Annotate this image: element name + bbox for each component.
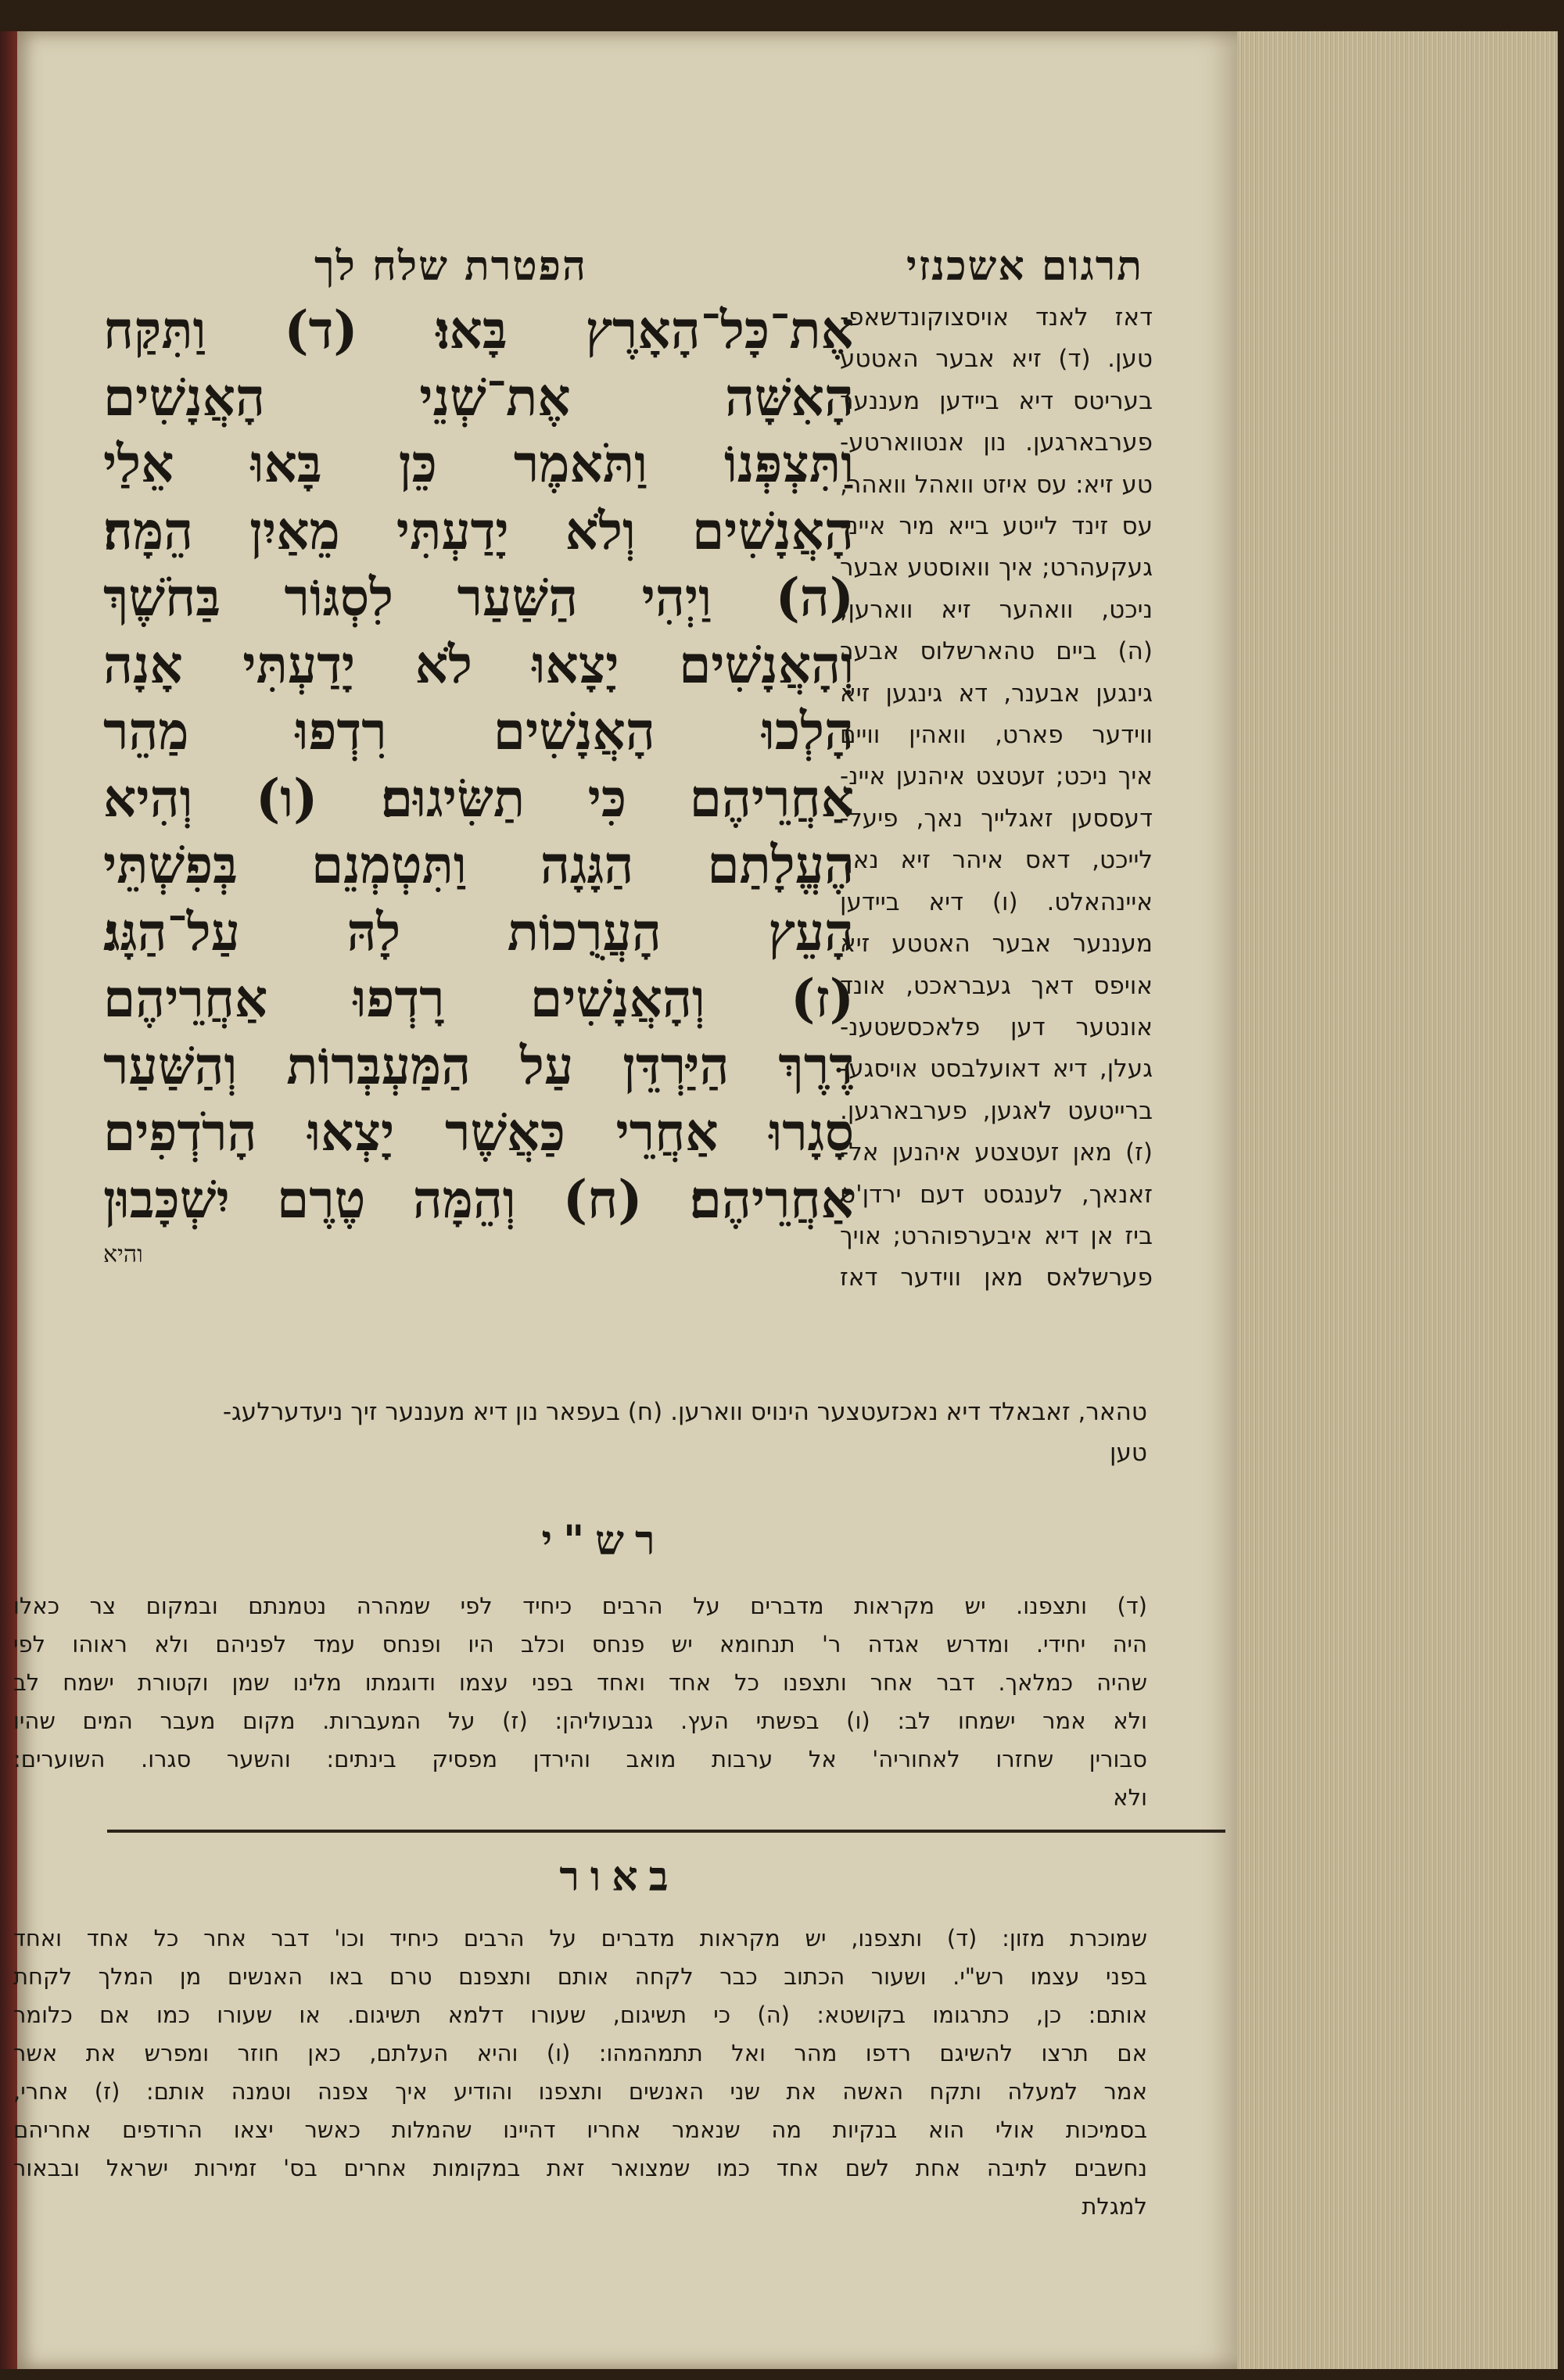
bible-line: סָגָרוּ אַחֲרֵי כַּאֲשֶׁר יָצְאוּ הָרֹדְפִים	[103, 1102, 854, 1163]
targum-full-width	[13, 1392, 1147, 1473]
catchword: והיא	[103, 1241, 143, 1268]
biur-line: שמוכרת מזון: (ד) ותצפנו, יש מקראות מדברים על הרבים כיחיד וכו' דבר אחר כל אחד ואחד	[13, 1925, 1147, 1952]
targum-line: טע זיא: עס איזט וואהל וואהר,	[840, 470, 1153, 499]
biur-line: אם תרצו להשיגם רדפו מהר ואל תתמהמהו: (ו) והיא העלתם, כאן חוזר ומפרש את אשר	[13, 2040, 1147, 2066]
targum-line: אונטער דען פלאכסשטענ-	[840, 1013, 1153, 1041]
bible-line: אַחֲרֵיהֶם׃ (ח) וְהֵמָּה טֶרֶם יִשְׁכָּבוּן	[103, 1168, 854, 1230]
biur-line: בפני עצמו רש"י. ושעור הכתוב כבר לקחה אותם ותצפנם טרם באו האנשים מן המלך לקחת	[13, 1963, 1147, 1990]
bible-line: הֶעֱלָתַם הַגָּגָה וַתִּטְמְנֵם בְּפִשְׁתֵּי	[103, 834, 854, 895]
targum-header: תרגום אשכנזי	[906, 242, 1143, 290]
targum-line: לייכט, דאס איהר זיא נאך	[840, 846, 1153, 875]
biur-commentary	[13, 1919, 1147, 2226]
rashi-line: היה יחידי. ומדרש אגדה ר' תנחומא יש פנחס וכלב היו ופנחס עמד לפניהם ולא ראוהו לפי	[13, 1631, 1147, 1658]
rashi-line: ולא	[1113, 1784, 1147, 1811]
targum-line: טען. (ד) זיא אבער האטטע	[840, 345, 1153, 374]
targum-line: (ה) ביים טהארשלוס אבער	[840, 637, 1153, 666]
targum-line: פערבארגען. נון אנטווארטע-	[840, 428, 1153, 457]
targum-line: פערשלאס מאן ווידער דאז	[840, 1263, 1153, 1292]
targum-line: ביז אן דיא איבערפוהרט; אויך	[840, 1221, 1153, 1250]
rashi-line: סבורין שחזרו לאחוריה' אל ערבות מואב והירדן מפסיק בינתים: והשער סגרו. השוערים:	[13, 1746, 1147, 1772]
targum-line: אויפס דאך געבראכט, אונד	[840, 971, 1153, 1000]
page-edges	[1237, 31, 1558, 2369]
bible-line: הָלְכוּ הָאֲנָשִׁים רִדְפוּ מַהֵר	[103, 701, 854, 762]
haftarah-header: הפטרת שלח לך	[314, 242, 587, 290]
targum-line: דעססען זאגלייך נאך, פיעל-	[840, 804, 1153, 833]
rashi-line: (ד) ותצפנו. יש מקראות מדברים על הרבים כיחיד לפי שמהרה נטמנתם ובמקום צר כאלו	[13, 1593, 1147, 1619]
targum-full-line: טען	[1110, 1439, 1147, 1467]
bible-line: (ה) וַיְהִי הַשַּׁעַר לִסְגּוֹר בַּחֹשֶׁךְ	[103, 567, 854, 628]
biur-line: אותם: כן, כתרגומו בקושטא: (ה) כי תשיגום, שעורו דלמא תשיגום. או שעורו כמו אם כלומר	[13, 2002, 1147, 2028]
targum-line: איך ניכט; זעטצט איהנען איינ-	[840, 762, 1153, 791]
targum-line: געקעהרט; איך וואוסטע אבער	[840, 554, 1153, 582]
targum-line: מעננער אבער האטטע זיא	[840, 930, 1153, 959]
bible-line: אַחֲרֵיהֶם כִּי תַשִּׂיגוּם׃ (ו) וְהִיא	[103, 767, 854, 829]
biur-title: באור	[559, 1853, 680, 1901]
biur-line: בסמיכות אולי הוא בנקיות מה שנאמר אחריו דהיינו שהמלות כאשר יצאו הרודפים אחריהם	[13, 2117, 1147, 2143]
targum-line: איינהאלט. (ו) דיא ביידען	[840, 887, 1153, 916]
targum-line: זאנאך, לענגסט דעם ירדן'ס	[840, 1180, 1153, 1209]
targum-line: בעריטס דיא ביידען מעננער	[840, 386, 1153, 415]
targum-column	[840, 297, 1153, 1299]
targum-line: ווידער פארט, וואהין וויים	[840, 721, 1153, 750]
biur-line: נחשבים לתיבה אחת לשם אחד כמו שמצואר זאת במקומות אחרים בס' זמירות ישראל ובבאור	[13, 2155, 1147, 2181]
bible-text-column	[103, 297, 854, 1271]
targum-line: (ז) מאן זעטצטע איהנען אל-	[840, 1138, 1153, 1167]
targum-line: ברייטעט לאגען, פערבארגען.	[840, 1096, 1153, 1125]
targum-line: ניכט, וואהער זיא ווארען;	[840, 595, 1153, 624]
bible-line: הָעֵץ הָעֲרֻכוֹת לָהּ עַל־הַגָּג׃	[103, 901, 854, 962]
targum-line: עס זינד לייטע בייא מיר איינ-	[840, 512, 1153, 541]
biur-line: למגלת	[1082, 2193, 1147, 2220]
bible-line: דֶּרֶךְ הַיַּרְדֵּן עַל הַמַּעְבְּרוֹת וְהַשַּׁעַר	[103, 1034, 854, 1096]
targum-line: דאז לאנד אויסצוקונדשאפ-	[840, 303, 1153, 332]
biur-line: אמר למעלה ותקח האשה את שני האנשים ותצפנו והודיע איך צפנה וטמנה אותם: (ז) אחרי,	[13, 2078, 1147, 2105]
bible-line: (ז) וְהָאֲנָשִׁים רָדְפוּ אַחֲרֵיהֶם	[103, 968, 854, 1029]
book-page	[13, 31, 1237, 2369]
targum-full-line: טהאר, זאבאלד דיא נאכזעטצער הינויס ווארען. (ח) בעפאר נון דיא מעננער זיך ניעדערלעג-	[222, 1398, 1147, 1426]
bible-line: וַתִּצְפְּנוֹ וַתֹּאמֶר כֵּן בָּאוּ אֵלַי	[103, 433, 854, 494]
section-divider	[107, 1830, 1225, 1833]
rashi-title: רש"י	[541, 1517, 666, 1565]
bible-line: הָאִשָּׁה אֶת־שְׁנֵי הָאֲנָשִׁים	[103, 366, 854, 428]
rashi-line: שהיה כמלאך. דבר אחר ותצפנו כל אחד ואחד בפני עצמו ודוגמתו מלינו שמן וקטורת ישמח לב	[13, 1669, 1147, 1696]
bible-line: וְהָאֲנָשִׁים יָצָאוּ לֹא יָדַעְתִּי אָנָה	[103, 633, 854, 695]
targum-line: גינגען אבענר, דא גינגען זיא	[840, 679, 1153, 708]
bible-line: הָאֲנָשִׁים וְלֹא יָדַעְתִּי מֵאַיִן הֵמָּה׃	[103, 500, 854, 561]
targum-line: געלן, דיא דאועלבסט אויסגע-	[840, 1055, 1153, 1084]
rashi-commentary	[13, 1587, 1147, 1817]
rashi-line: ולא אמר ישמחו לב: (ו) בפשתי העץ. גנבעוליהן: (ז) על המעברות. מקום מעבר המים שהיו	[13, 1708, 1147, 1734]
bible-line: אֶת־כָּל־הָאָרֶץ בָּאוּ׃ (ד) וַתִּקַּח	[103, 299, 854, 360]
